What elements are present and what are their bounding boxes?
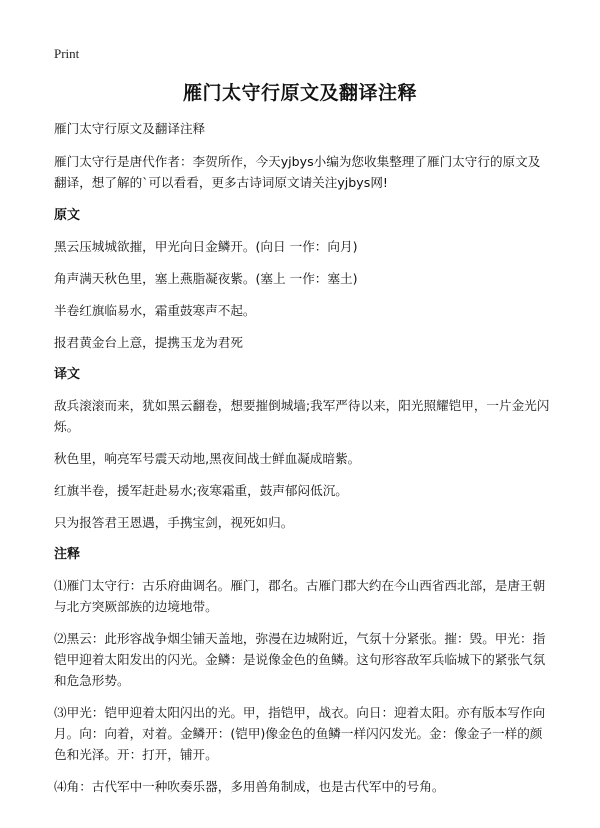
original-line: 黑云压城城欲摧，甲光向日金鳞开。(向日 一作：向月) [54,239,358,254]
notes-heading: 注释 [54,547,81,562]
original-heading: 原文 [54,208,81,223]
translation-line: 敌兵滚滚而来，犹如黑云翻卷，想要摧倒城墙;我军严待以来，阳光照耀铠甲，一片金光闪烁。 [54,398,550,434]
note-item: ⑶甲光：铠甲迎着太阳闪出的光。甲，指铠甲，战衣。向日：迎着太阳。亦有版本写作向月。向：向着，对着。金鳞开：(铠甲)像金色的鱼鳞一样闪闪发光。金：像金子一样的颜色和光泽。开：打开，铺开。 [54,705,546,762]
note-item: ⑷角：古代军中一种吹奏乐器，多用兽角制成，也是古代军中的号角。 [54,779,445,794]
intro-paragraph: 雁门太守行是唐代作者：李贺所作，今天yjbys小编为您收集整理了雁门太守行的原文及翻译，想了解的`可以看看，更多古诗词原文请关注yjbys网! [54,154,541,190]
original-line: 角声满天秋色里，塞上燕脂凝夜紫。(塞上 一作：塞土) [54,271,358,286]
subtitle: 雁门太守行原文及翻译注释 [54,121,206,136]
translation-line: 秋色里，响亮军号震天动地,黑夜间战士鲜血凝成暗紫。 [54,451,361,466]
original-line: 半卷红旗临易水，霜重鼓寒声不起。 [54,303,256,318]
translation-line: 红旗半卷，援军赶赴易水;夜寒霜重，鼓声郁闷低沉。 [54,483,348,498]
print-label: Print [54,46,80,61]
page-title: 雁门太守行原文及翻译注释 [182,82,417,104]
document-content [54,118,552,808]
translation-heading: 译文 [54,367,81,382]
original-line: 报君黄金台上意，提携玉龙为君死 [54,335,243,350]
translation-line: 只为报答君王恩遇，手携宝剑，视死如归。 [54,515,294,530]
note-item: ⑵黑云：此形容战争烟尘铺天盖地，弥漫在边城附近，气氛十分紧张。摧：毁。甲光：指铠甲迎着太阳发出的闪光。金鳞：是说像金色的鱼鳞。这句形容敌军兵临城下的紧张气氛和危急形势。 [54,631,546,688]
note-item: ⑴雁门太守行：古乐府曲调名。雁门，郡名。古雁门郡大约在今山西省西北部，是唐王朝与北方突厥部族的边境地带。 [54,578,546,614]
